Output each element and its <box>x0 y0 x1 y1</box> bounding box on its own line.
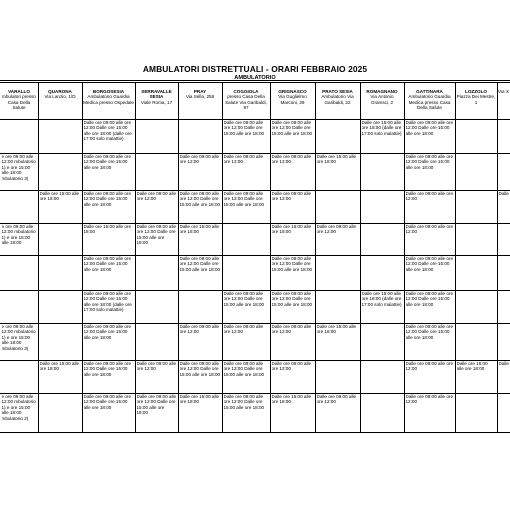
header-top-rule <box>0 82 510 83</box>
schedule-cell: Dalle ore 09:00 alle ore 12:00 <box>179 324 220 335</box>
schedule-cell: e ore 09:00 alle 12:00 mbulatorio 1) e ore 15:00 alle 18:00 mbulatorio 2) <box>1 394 36 421</box>
schedule-cell: Dalle ore 15:00 alle ore 18:00 <box>316 154 357 165</box>
column-header-name: SERRAVALLE SESIA <box>141 89 172 100</box>
schedule-cell: Dalle ore 15:00 alle ore 18:00 <box>179 394 220 405</box>
schedule-cell: Dalle ore 09:00 alle ore 12:00 <box>271 154 312 165</box>
schedule-cell: Dalle ore 09:00 alle ore 12:00 Dalle ore 15:00 alle ore 18:00 <box>405 256 453 272</box>
schedule-cell: Dalle ore 09:00 alle ore 12:00 Dalle ore 15:00 alle ore 18:00 <box>136 394 177 416</box>
column-header-address: Via Guglielmo Marconi, 29 <box>278 94 307 105</box>
column-header-name: COGGIOLA <box>233 89 259 94</box>
column-header-name: QUARONA <box>48 89 72 94</box>
schedule-cell: Dalle ore 09:00 alle ore 12:00 Dalle ore 15:00 alle ore 18:00 <box>223 361 265 377</box>
column-header-address: mbulatori presso Casa Della Salute <box>2 94 36 111</box>
schedule-cell: Dalle ore 09:00 alle ore 12:00 <box>179 154 220 165</box>
schedule-cell: Dalle ore 09:00 alle ore 12:00 Dalle ore 15:00 alle ore 18:00 <box>83 154 131 170</box>
schedule-cell: Dalle ore 15:00 alle ore 18:00 <box>271 394 312 405</box>
column-divider <box>178 82 179 432</box>
schedule-cell: e ore 09:00 alle 12:00 mbulatorio 1) e ore 15:00 alle 18:00 <box>1 224 36 246</box>
column-header <box>223 89 269 111</box>
schedule-cell: Dalle ore 09:00 alle ore 12:00 <box>405 191 453 202</box>
schedule-cell: Dalle ore 09:00 alle ore 12:00 <box>223 324 264 335</box>
column-header <box>1 89 37 111</box>
schedule-cell: Dalle ore 09:00 alle ore 12:00 Dalle ore 15:00 alle ore 18:00 <box>179 191 221 207</box>
column-header <box>136 89 177 105</box>
column-header-name: PRAY <box>193 89 207 94</box>
page-title: AMBULATORI DISTRETTUALI - ORARI FEBBRAIO 2025 <box>142 64 368 74</box>
column-divider <box>455 82 456 432</box>
column-header <box>271 89 314 105</box>
column-header-name: LOZZOLO <box>465 89 487 94</box>
schedule-cell: Dalle ore 09:00 alle ore 12:00 Dalle ore 15:00 alle ore 18:00 (dalle ore 17:00 solo malattie) <box>83 120 132 142</box>
schedule-cell: Dalle ore 15:00 alle ore 18:00 <box>179 224 220 235</box>
column-divider <box>497 82 498 432</box>
schedule-cell: Dalle ore 09:00 alle ore 12:00 Dalle ore 15:00 alle ore 18:00 <box>271 256 313 272</box>
schedule-cell: Dalle ore 15:00 alle ore 18:00 <box>456 361 488 372</box>
schedule-cell: Dalle ore 09:00 alle ore 12:00 Dalle ore 15:00 alle ore 18:00 <box>179 256 221 272</box>
column-header <box>179 89 221 100</box>
schedule-cell: Dalle ore 15:00 alle ore 18:00 <box>271 224 312 235</box>
schedule-cell: Dalle ore 09:00 alle ore 12:00 <box>405 394 453 405</box>
schedule-cell: Dalle ore 09:00 alle ore 12:00 <box>136 361 177 372</box>
column-header-name: GRIGNASCO <box>278 89 307 94</box>
schedule-cell: Dalle ore 09:00 alle ore 12:00 Dalle ore 15:00 alle ore 18:00 <box>83 191 131 207</box>
column-divider <box>270 82 271 432</box>
column-header <box>83 89 134 105</box>
schedule-cell: Dalle ore 09:00 alle ore 12:00 <box>316 394 357 405</box>
column-header-name: BORGOSESIA <box>92 89 125 94</box>
column-header-address: Ambulatorio Via Garibaldi, 22 <box>321 94 354 105</box>
schedule-cell: Dalle ore 09:00 alle ore 12:00 <box>405 361 453 372</box>
table-subtitle: AMBULATORIO <box>234 75 276 81</box>
column-header <box>405 89 454 111</box>
schedule-cell: Dalle ore 09:00 alle ore 12:00 Dalle ore 15:00 alle ore 18:00 <box>223 394 265 410</box>
schedule-cell: Dalle ore 09:00 alle ore 12:00 Dalle ore 15:00 alle ore 18:00 <box>271 291 313 307</box>
schedule-cell: Dalle ore 09:00 alle ore 12:00 Dalle ore 15:00 alle ore 18:00 (dalle ore 17:00 solo malattie) <box>83 291 132 313</box>
schedule-cell: Dalle ore 09:00 alle ore 12:00 Dalle ore 15:00 alle ore 18:00 <box>136 224 177 246</box>
column-divider <box>38 82 39 432</box>
schedule-cell: Dalle ore 09:00 alle ore 12:00 <box>271 191 312 202</box>
column-header <box>39 89 81 100</box>
schedule-cell: Dalle ore 09:00 alle ore 12:00 Dalle ore 15:00 alle ore 18:00 <box>83 324 131 340</box>
schedule-cell: Dalle ore 09:00 alle ore 12:00 <box>136 191 177 202</box>
column-header-address: Viale Roma, 17 <box>140 99 173 105</box>
column-header-name: PRATO SESIA <box>322 89 353 94</box>
schedule-cell: Dalle ore 15:00 alle ore 18:00 <box>39 361 80 372</box>
column-header-address: Piazza Dei Mestre, 1 <box>456 94 496 105</box>
schedule-cell: Dalle ore 15:00 alle ore 18:00 (dalle ore 17:00 solo malattie) <box>361 291 402 307</box>
schedule-cell: Dalle <box>498 191 509 196</box>
schedule-cell: Dalle ore 09:00 alle ore 12:00 Dalle ore 15:00 alle ore 18:00 <box>83 361 131 377</box>
column-header <box>316 89 359 105</box>
column-divider <box>360 82 361 432</box>
schedule-cell: Dalle ore 09:00 alle ore 12:00 Dalle ore 15:00 alle ore 18:00 <box>405 154 453 170</box>
schedule-cell: Dalle ore 09:00 alle ore 12:00 Dalle ore 15:00 alle ore 18:00 <box>83 256 131 272</box>
column-header-address: presso Casa Della Salute Via Garibaldi, 97 <box>225 94 267 111</box>
column-header-name: ROMAGNANO <box>366 89 398 94</box>
schedule-cell: e ore 09:00 alle 12:00 mbulatorio 1) e ore 15:00 alle 18:00 mbulatorio 3) <box>1 324 36 351</box>
column-divider <box>404 82 405 432</box>
schedule-cell: Dalle ore 09:00 alle ore 12:00 Dalle ore 15:00 alle ore 18:00 <box>179 361 221 377</box>
column-divider <box>315 82 316 432</box>
schedule-cell: Dalle ore 09:00 alle ore 12:00 <box>271 324 312 335</box>
schedule-cell: Dalle ore 15:00 alle ore 18:00 <box>83 224 131 235</box>
schedule-cell: Dalle ore 15:00 alle ore 18:00 <box>39 191 80 202</box>
table-top-border <box>0 80 510 81</box>
row-divider <box>0 432 510 433</box>
schedule-cell: Dalle ore 09:00 alle ore 12:00 <box>316 224 357 235</box>
column-header <box>456 89 496 105</box>
schedule-cell: e ore 09:00 alle 12:00 mbulatorio 1) e ore 15:00 alle 18:00 mbulatorio 3) <box>1 154 36 181</box>
column-header-address: Ambulatorio Guardia Medica presso Casa Della Salute <box>408 94 451 111</box>
schedule-cell: Dalle ore 09:00 alle ore 12:00 Dalle ore 15:00 alle ore 18:00 <box>405 120 453 136</box>
column-header-name: VARALLO <box>8 89 30 94</box>
schedule-cell: Dalle ore 09:00 alle ore 12:00 <box>223 154 264 165</box>
schedule-cell: Dalle ore 09:00 alle ore 12:00 Dalle ore 15:00 alle ore 18:00 <box>271 120 313 136</box>
schedule-cell: Dalle ore 09:00 alle ore 12:00 Dalle ore 15:00 alle ore 18:00 <box>83 394 131 410</box>
schedule-cell: Dalle ore 09:00 alle ore 12:00 Dalle ore 15:00 alle ore 18:00 <box>223 120 265 136</box>
schedule-cell: Dalle <box>498 361 509 366</box>
schedule-cell: Dalle ore 09:00 alle ore 12:00 Dalle ore 15:00 alle ore 18:00 <box>405 291 453 307</box>
schedule-cell: Dalle ore 09:00 alle ore 12:00 Dalle ore 15:00 alle ore 18:00 <box>405 324 453 340</box>
column-header-name: GATTINARA <box>416 89 443 94</box>
column-header-address: Ambulatorio Guardia Medica presso Ospedale <box>83 94 134 105</box>
column-divider <box>82 82 83 432</box>
schedule-cell: Dalle ore 09:00 alle ore 12:00 <box>405 224 453 235</box>
column-header <box>361 89 403 105</box>
schedule-cell: Dalle ore 09:00 alle ore 12:00 Dalle ore 15:00 alle ore 18:00 <box>223 291 265 307</box>
schedule-cell: Dalle ore 09:00 alle ore 12:00 Dalle ore 15:00 alle ore 18:00 <box>223 191 265 207</box>
column-header-address: Via Lanzio, 1/D <box>44 94 76 100</box>
column-header <box>498 89 509 94</box>
schedule-cell: Dalle ore 15:00 alle ore 18:00 (dalle ore 17:00 solo malattie) <box>361 120 402 136</box>
column-header-address: Via Antonio Gramsci, 2 <box>370 94 394 105</box>
column-header-address: Via X <box>498 89 509 94</box>
column-divider <box>135 82 136 432</box>
column-divider <box>222 82 223 432</box>
schedule-cell: Dalle ore 15:00 alle ore 18:00 <box>316 324 357 335</box>
schedule-cell: Dalle ore 09:00 alle ore 12:00 <box>271 361 312 372</box>
column-header-address: Via Sella, 258 <box>185 94 215 100</box>
